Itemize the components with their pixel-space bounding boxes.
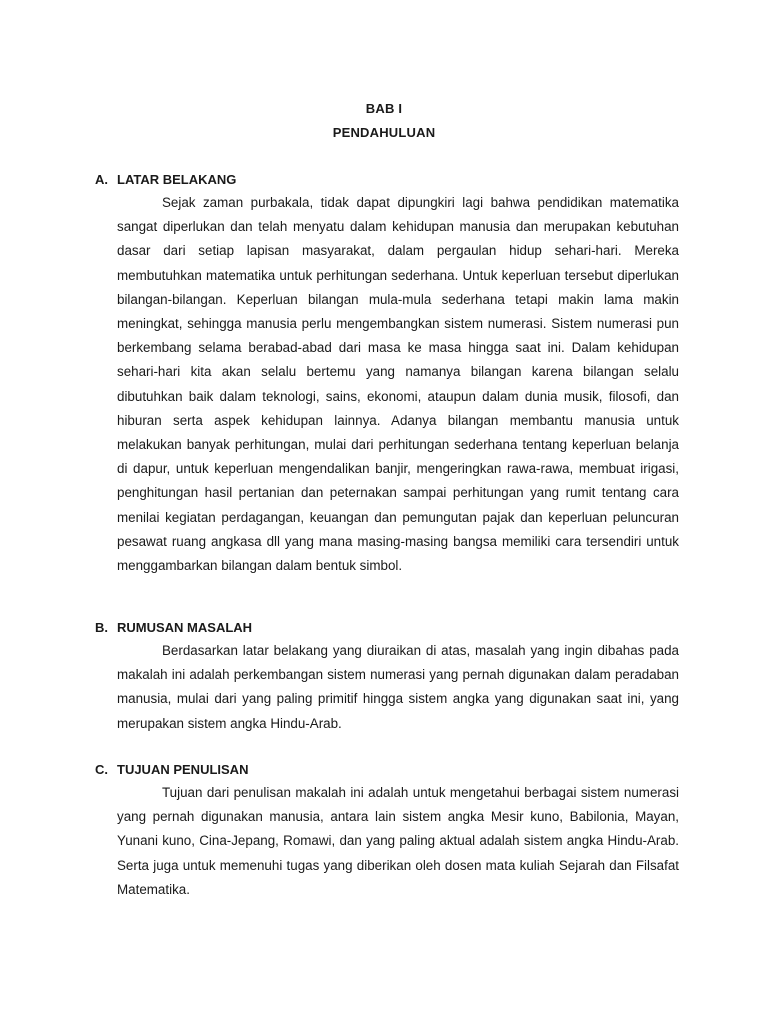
- chapter-title: PENDAHULUAN: [332, 125, 436, 140]
- section-body-rumusan-masalah: Berdasarkan latar belakang yang diuraikan di atas, masalah yang ingin dibahas pada makalah ini adalah perkembangan sistem numerasi yang pernah digunakan dalam peradaban manusia, mulai dari yang paling primitif hingga sistem angka yang digunakan saat ini, yang merupakan sistem angka Hindu-Arab.: [117, 643, 679, 731]
- section-heading-rumusan-masalah: [95, 620, 252, 635]
- chapter-label: BAB I: [365, 101, 403, 116]
- section-letter: C.: [95, 762, 108, 777]
- section-body-tujuan-penulisan: Tujuan dari penulisan makalah ini adalah untuk mengetahui berbagai sistem numerasi yang pernah digunakan manusia, antara lain sistem angka Mesir kuno, Babilonia, Mayan, Yunani kuno, Cina-Jepang, Romawi, dan yang paling aktual adalah sistem angka Hindu-Arab. Serta juga untuk memenuhi tugas yang diberikan oleh dosen mata kuliah Sejarah dan Filsafat Matematika.: [117, 785, 679, 897]
- section-heading-latar-belakang: [95, 172, 236, 187]
- section-heading-text: TUJUAN PENULISAN: [117, 762, 249, 777]
- section-heading-text: RUMUSAN MASALAH: [117, 620, 253, 635]
- section-heading-tujuan-penulisan: [95, 762, 248, 777]
- section-heading-text: LATAR BELAKANG: [117, 172, 237, 187]
- section-letter: A.: [95, 172, 108, 187]
- section-body-latar-belakang: Sejak zaman purbakala, tidak dapat dipungkiri lagi bahwa pendidikan matematika sangat diperlukan dan telah menyatu dalam kehidupan manusia dan merupakan kebutuhan dasar dari setiap lapisan masyarakat, dalam pergaulan hidup sehari-hari. Mereka membutuhkan matematika untuk perhitungan sederhana. Untuk keperluan tersebut diperlukan bilangan-bilangan. Keperluan bilangan mula-mula sederhana tetapi makin lama makin meningkat, sehingga manusia perlu mengembangkan sistem numerasi. Sistem numerasi pun berkembang selama berabad-abad dari masa ke masa hingga saat ini. Dalam kehidupan sehari-hari kita akan selalu bertemu yang namanya bilangan karena bilangan selalu dibutuhkan baik dalam teknologi, sains, ekonomi, ataupun dalam dunia musik, filosofi, dan hiburan serta aspek kehidupan lainnya. Adanya bilangan membantu manusia untuk melakukan banyak perhitungan, mulai dari perhitungan sederhana tentang keperluan belanja di dapur, untuk keperluan mengendalikan banjir, mengeringkan rawa-rawa, membuat irigasi, penghitungan hasil pertanian dan peternakan sampai perhitungan yang rumit tentang cara menilai kegiatan perdagangan, keuangan dan pemungutan pajak dan keperluan peluncuran pesawat ruang angkasa dll yang mana masing-masing bangsa memiliki cara tersendiri untuk menggambarkan bilangan dalam bentuk simbol.: [117, 195, 679, 574]
- section-letter: B.: [95, 620, 108, 635]
